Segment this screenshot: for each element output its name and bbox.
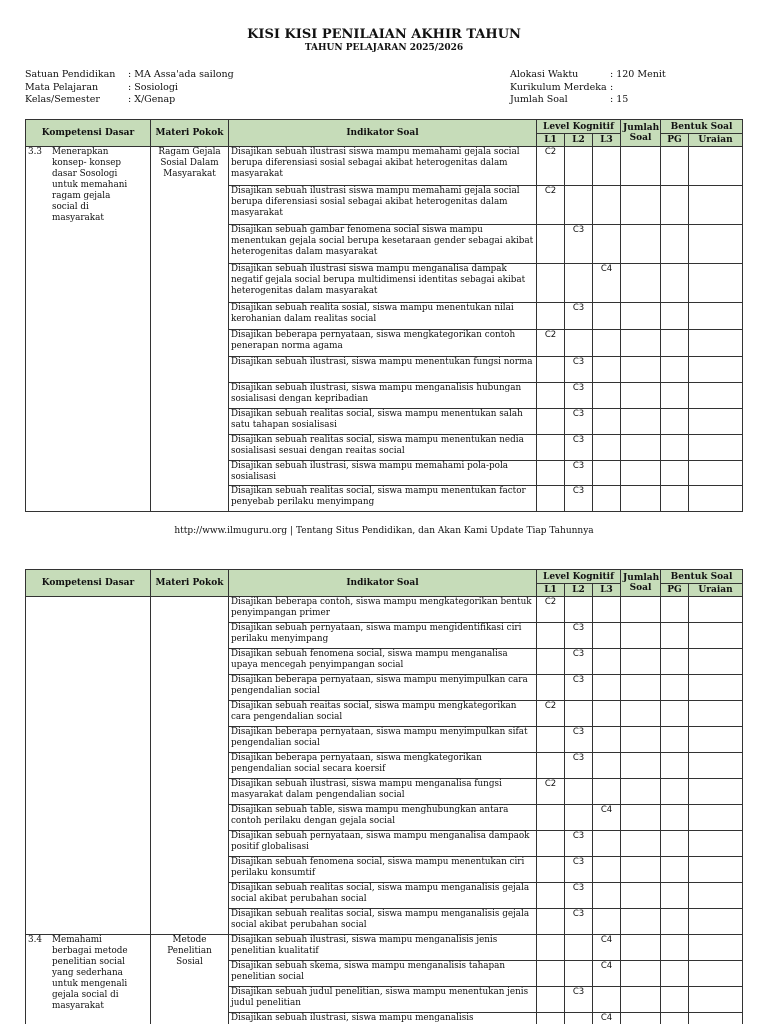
level-l1-cell	[537, 486, 565, 512]
meta-key: Satuan Pendidikan	[25, 69, 116, 80]
jumlah-cell	[621, 883, 661, 909]
level-l3-cell	[593, 383, 621, 409]
indikator-cell: Disajikan sebuah ilustrasi, siswa mampu menganalisis jenis penelitian kualitatif	[229, 935, 537, 961]
meta-value: : Sosiologi	[128, 81, 178, 93]
indikator-cell: Disajikan sebuah table, siswa mampu menghubungkan antara contoh perilaku dengan gejala social	[229, 805, 537, 831]
table-row	[26, 935, 743, 961]
meta-left	[25, 69, 234, 107]
indikator-cell: Disajikan sebuah ilustrasi, siswa mampu menganalisa fungsi masyarakat dalam pengendalian social	[229, 779, 537, 805]
kisi-table-1	[25, 119, 743, 512]
header-uraian: Uraian	[689, 584, 743, 597]
level-l2-cell: C3	[565, 883, 593, 909]
indikator-cell: Disajikan beberapa pernyataan, siswa mengkategorikan contoh penerapan norma agama	[229, 330, 537, 357]
level-l1-cell	[537, 303, 565, 330]
uraian-cell	[689, 597, 743, 623]
meta-row	[25, 94, 234, 107]
level-l1-cell	[537, 435, 565, 461]
indikator-cell: Disajikan sebuah realitas social, siswa mampu menentukan salah satu tahapan sosialisasi	[229, 409, 537, 435]
uraian-cell	[689, 675, 743, 701]
jumlah-cell	[621, 909, 661, 935]
uraian-cell	[689, 303, 743, 330]
jumlah-cell	[621, 961, 661, 987]
level-l2-cell	[565, 935, 593, 961]
jumlah-cell	[621, 675, 661, 701]
level-l2-cell: C3	[565, 303, 593, 330]
indikator-cell: Disajikan beberapa pernyataan, siswa mampu menyimpulkan sifat pengendalian social	[229, 727, 537, 753]
level-l1-cell	[537, 357, 565, 383]
indikator-cell: Disajikan sebuah ilustrasi, siswa mampu menentukan fungsi norma	[229, 357, 537, 383]
uraian-cell	[689, 264, 743, 303]
header-l2: L2	[565, 134, 593, 147]
uraian-cell	[689, 727, 743, 753]
level-l2-cell	[565, 961, 593, 987]
level-l3-cell	[593, 186, 621, 225]
jumlah-cell	[621, 857, 661, 883]
level-l1-cell	[537, 264, 565, 303]
level-l2-cell	[565, 701, 593, 727]
level-l1-cell: C2	[537, 779, 565, 805]
pg-cell	[661, 1013, 689, 1024]
header-jumlah: Jumlah Soal	[621, 120, 661, 147]
jumlah-cell	[621, 303, 661, 330]
kompetensi-dasar-cell	[26, 597, 151, 935]
meta-row	[510, 82, 666, 95]
jumlah-cell	[621, 383, 661, 409]
pg-cell	[661, 883, 689, 909]
level-l3-cell: C4	[593, 264, 621, 303]
level-l2-cell: C3	[565, 383, 593, 409]
uraian-cell	[689, 805, 743, 831]
meta-value: : 120 Menit	[610, 69, 666, 80]
level-l1-cell: C2	[537, 330, 565, 357]
header-kompetensi: Kompetensi Dasar	[26, 570, 151, 597]
level-l2-cell	[565, 330, 593, 357]
level-l2-cell: C3	[565, 225, 593, 264]
meta-value: : MA Assa'ada sailong	[128, 69, 234, 80]
level-l3-cell	[593, 147, 621, 186]
level-l3-cell: C4	[593, 1013, 621, 1024]
indikator-cell: Disajikan sebuah gambar fenomena social siswa mampu menentukan gejala social berupa kesetaraan gender sebagai akibat heterogenitas dalam masyarakat	[229, 225, 537, 264]
jumlah-cell	[621, 779, 661, 805]
header-indikator: Indikator Soal	[229, 120, 537, 147]
jumlah-cell	[621, 435, 661, 461]
uraian-cell	[689, 987, 743, 1013]
level-l1-cell: C2	[537, 597, 565, 623]
level-l2-cell: C3	[565, 357, 593, 383]
indikator-cell: Disajikan sebuah fenomena social, siswa mampu menganalisa upaya mencegah penyimpangan social	[229, 649, 537, 675]
jumlah-cell	[621, 649, 661, 675]
level-l3-cell: C4	[593, 805, 621, 831]
level-l2-cell: C3	[565, 909, 593, 935]
level-l3-cell	[593, 461, 621, 486]
kd-number: 3.3	[28, 147, 42, 157]
pg-cell	[661, 649, 689, 675]
kompetensi-dasar-cell	[26, 147, 151, 512]
jumlah-cell	[621, 623, 661, 649]
level-l1-cell	[537, 935, 565, 961]
header-kompetensi: Kompetensi Dasar	[26, 120, 151, 147]
pg-cell	[661, 147, 689, 186]
indikator-cell: Disajikan sebuah skema, siswa mampu menganalisis tahapan penelitian social	[229, 961, 537, 987]
indikator-cell: Disajikan sebuah ilustrasi siswa mampu memahami gejala social berupa diferensiasi sosial sebagai akibat heterogenitas dalam masyarakat	[229, 186, 537, 225]
level-l2-cell	[565, 779, 593, 805]
meta-value: : X/Genap	[128, 94, 176, 105]
uraian-cell	[689, 186, 743, 225]
uraian-cell	[689, 486, 743, 512]
level-l1-cell	[537, 883, 565, 909]
level-l2-cell	[565, 597, 593, 623]
level-l2-cell: C3	[565, 753, 593, 779]
pg-cell	[661, 961, 689, 987]
level-l1-cell	[537, 831, 565, 857]
pg-cell	[661, 330, 689, 357]
kompetensi-dasar-cell	[26, 935, 151, 1024]
uraian-cell	[689, 649, 743, 675]
pg-cell	[661, 753, 689, 779]
pg-cell	[661, 357, 689, 383]
level-l1-cell	[537, 987, 565, 1013]
indikator-cell: Disajikan beberapa pernyataan, siswa mampu menyimpulkan cara pengendalian social	[229, 675, 537, 701]
pg-cell	[661, 461, 689, 486]
kd-text: Memahami berbagai metode penelitian social yang sederhana untuk mengenali gejala social di masyarakat	[52, 935, 128, 1011]
pg-cell	[661, 264, 689, 303]
level-l3-cell	[593, 649, 621, 675]
kisi-table-2	[25, 569, 743, 1024]
header-level: Level Kognitif	[537, 570, 621, 584]
uraian-cell	[689, 461, 743, 486]
indikator-cell: Disajikan sebuah ilustrasi siswa mampu memahami gejala social berupa diferensiasi sosial sebagai akibat heterogenitas dalam masyarakat	[229, 147, 537, 186]
indikator-cell: Disajikan beberapa pernyataan, siswa mengkategorikan pengendalian social secara koersif	[229, 753, 537, 779]
level-l1-cell	[537, 623, 565, 649]
jumlah-cell	[621, 701, 661, 727]
jumlah-cell	[621, 486, 661, 512]
level-l1-cell	[537, 909, 565, 935]
uraian-cell	[689, 623, 743, 649]
indikator-cell: Disajikan sebuah realitas social, siswa mampu menentukan factor penyebab perilaku menyimpang	[229, 486, 537, 512]
level-l2-cell: C3	[565, 409, 593, 435]
level-l3-cell	[593, 675, 621, 701]
document-subtitle: TAHUN PELAJARAN 2025/2026	[304, 43, 464, 53]
jumlah-cell	[621, 935, 661, 961]
level-l3-cell	[593, 409, 621, 435]
level-l3-cell	[593, 330, 621, 357]
meta-key: Kelas/Semester	[25, 94, 100, 105]
indikator-cell: Disajikan sebuah realitas social, siswa mampu menganalisis gejala social akibat perubahan social	[229, 909, 537, 935]
header-uraian: Uraian	[689, 134, 743, 147]
indikator-cell: Disajikan sebuah ilustrasi, siswa mampu menganalisis hubungan sosialisasi dengan kepribadian	[229, 383, 537, 409]
uraian-cell	[689, 409, 743, 435]
level-l2-cell	[565, 1013, 593, 1024]
level-l3-cell	[593, 883, 621, 909]
indikator-cell: Disajikan sebuah pernyataan, siswa mampu mengidentifikasi ciri perilaku menyimpang	[229, 623, 537, 649]
level-l3-cell	[593, 597, 621, 623]
indikator-cell: Disajikan sebuah ilustrasi, siswa mampu memahami pola-pola sosialisasi	[229, 461, 537, 486]
pg-cell	[661, 987, 689, 1013]
level-l1-cell: C2	[537, 147, 565, 186]
jumlah-cell	[621, 753, 661, 779]
level-l3-cell	[593, 831, 621, 857]
uraian-cell	[689, 935, 743, 961]
meta-key: Jumlah Soal	[510, 94, 568, 105]
pg-cell	[661, 597, 689, 623]
kd-text: Menerapkan konsep- konsep dasar Sosologi untuk memahani ragam gejala social di masyarakat	[52, 147, 128, 223]
level-l1-cell	[537, 675, 565, 701]
pg-cell	[661, 831, 689, 857]
level-l1-cell	[537, 649, 565, 675]
level-l2-cell	[565, 147, 593, 186]
pg-cell	[661, 779, 689, 805]
meta-row	[25, 82, 234, 95]
level-l3-cell	[593, 701, 621, 727]
pg-cell	[661, 186, 689, 225]
jumlah-cell	[621, 330, 661, 357]
jumlah-cell	[621, 186, 661, 225]
indikator-cell: Disajikan sebuah realitas social, siswa mampu menganalisis gejala social akibat perubahan social	[229, 883, 537, 909]
header-materi: Materi Pokok	[151, 120, 229, 147]
level-l1-cell	[537, 727, 565, 753]
jumlah-cell	[621, 264, 661, 303]
header-pg: PG	[661, 134, 689, 147]
header-bentuk: Bentuk Soal	[661, 570, 743, 584]
level-l2-cell: C3	[565, 857, 593, 883]
indikator-cell: Disajikan sebuah realitas social, siswa mampu menentukan nedia sosialisasi sesuai dengan reaitas social	[229, 435, 537, 461]
level-l1-cell	[537, 857, 565, 883]
header-l2: L2	[565, 584, 593, 597]
level-l3-cell	[593, 909, 621, 935]
indikator-cell: Disajikan sebuah reaitas social, siswa mampu mengkategorikan cara pengendalian social	[229, 701, 537, 727]
uraian-cell	[689, 147, 743, 186]
level-l2-cell: C3	[565, 623, 593, 649]
level-l3-cell	[593, 727, 621, 753]
uraian-cell	[689, 883, 743, 909]
document-title: KISI KISI PENILAIAN AKHIR TAHUN	[247, 27, 521, 42]
header-pg: PG	[661, 584, 689, 597]
header-jumlah: Jumlah Soal	[621, 570, 661, 597]
level-l1-cell	[537, 961, 565, 987]
indikator-cell: Disajikan sebuah ilustrasi siswa mampu menganalisa dampak negatif gejala social berupa multidimensi identitas sebagai akibat heterogenitas dalam masyarakat	[229, 264, 537, 303]
jumlah-cell	[621, 1013, 661, 1024]
uraian-cell	[689, 857, 743, 883]
jumlah-cell	[621, 461, 661, 486]
uraian-cell	[689, 1013, 743, 1024]
header-indikator: Indikator Soal	[229, 570, 537, 597]
jumlah-cell	[621, 357, 661, 383]
pg-cell	[661, 623, 689, 649]
level-l3-cell	[593, 857, 621, 883]
level-l2-cell	[565, 186, 593, 225]
indikator-cell: Disajikan sebuah realita sosial, siswa mampu menentukan nilai kerohanian dalam realitas social	[229, 303, 537, 330]
meta-value: :	[610, 81, 614, 93]
table-row	[26, 597, 743, 623]
level-l1-cell: C2	[537, 701, 565, 727]
uraian-cell	[689, 961, 743, 987]
pg-cell	[661, 225, 689, 264]
indikator-cell: Disajikan sebuah pernyataan, siswa mampu menganalisa dampaok positif globalisasi	[229, 831, 537, 857]
level-l3-cell	[593, 623, 621, 649]
level-l2-cell: C3	[565, 461, 593, 486]
level-l1-cell	[537, 225, 565, 264]
table-row	[26, 147, 743, 186]
jumlah-cell	[621, 805, 661, 831]
indikator-cell: Disajikan sebuah fenomena social, siswa mampu menentukan ciri perilaku konsumtif	[229, 857, 537, 883]
level-l3-cell: C4	[593, 935, 621, 961]
uraian-cell	[689, 831, 743, 857]
level-l2-cell: C3	[565, 987, 593, 1013]
level-l1-cell	[537, 383, 565, 409]
page-footer: http://www.ilmuguru.org | Tentang Situs Pendidikan, dan Akan Kami Update Tiap Tahunnya	[174, 526, 594, 536]
meta-value: : 15	[610, 94, 629, 105]
header-bentuk: Bentuk Soal	[661, 120, 743, 134]
materi-pokok-cell: Ragam Gejala Sosial Dalam Masyarakat	[151, 147, 229, 512]
jumlah-cell	[621, 831, 661, 857]
pg-cell	[661, 435, 689, 461]
level-l1-cell	[537, 753, 565, 779]
meta-right	[510, 69, 666, 107]
uraian-cell	[689, 701, 743, 727]
pg-cell	[661, 701, 689, 727]
jumlah-cell	[621, 409, 661, 435]
uraian-cell	[689, 909, 743, 935]
level-l3-cell	[593, 435, 621, 461]
meta-key: Mata Pelajaran	[25, 81, 99, 93]
uraian-cell	[689, 753, 743, 779]
pg-cell	[661, 486, 689, 512]
pg-cell	[661, 409, 689, 435]
jumlah-cell	[621, 225, 661, 264]
uraian-cell	[689, 357, 743, 383]
level-l3-cell	[593, 357, 621, 383]
level-l1-cell: C2	[537, 186, 565, 225]
level-l1-cell	[537, 1013, 565, 1024]
meta-row	[25, 69, 234, 82]
pg-cell	[661, 303, 689, 330]
uraian-cell	[689, 330, 743, 357]
level-l2-cell	[565, 264, 593, 303]
level-l3-cell	[593, 753, 621, 779]
meta-row	[510, 69, 666, 82]
header-materi: Materi Pokok	[151, 570, 229, 597]
pg-cell	[661, 805, 689, 831]
jumlah-cell	[621, 987, 661, 1013]
materi-pokok-cell	[151, 597, 229, 935]
level-l3-cell	[593, 303, 621, 330]
pg-cell	[661, 935, 689, 961]
level-l2-cell: C3	[565, 727, 593, 753]
level-l3-cell	[593, 987, 621, 1013]
uraian-cell	[689, 383, 743, 409]
pg-cell	[661, 727, 689, 753]
header-l1: L1	[537, 134, 565, 147]
level-l2-cell: C3	[565, 435, 593, 461]
level-l2-cell: C3	[565, 649, 593, 675]
indikator-cell: Disajikan beberapa contoh, siswa mampu mengkategorikan bentuk penyimpangan primer	[229, 597, 537, 623]
level-l3-cell	[593, 225, 621, 264]
indikator-cell: Disajikan sebuah ilustrasi, siswa mampu menganalisis	[229, 1013, 537, 1024]
uraian-cell	[689, 225, 743, 264]
level-l1-cell	[537, 409, 565, 435]
materi-pokok-cell: Metode Penelitian Sosial	[151, 935, 229, 1024]
level-l2-cell: C3	[565, 486, 593, 512]
level-l1-cell	[537, 805, 565, 831]
level-l3-cell	[593, 779, 621, 805]
pg-cell	[661, 857, 689, 883]
meta-row	[510, 94, 666, 107]
meta-key: Kurikulum Merdeka	[510, 81, 607, 93]
level-l2-cell: C3	[565, 675, 593, 701]
level-l2-cell: C3	[565, 831, 593, 857]
level-l3-cell	[593, 486, 621, 512]
jumlah-cell	[621, 147, 661, 186]
header-l3: L3	[593, 134, 621, 147]
header-l1: L1	[537, 584, 565, 597]
jumlah-cell	[621, 597, 661, 623]
level-l2-cell	[565, 805, 593, 831]
level-l3-cell: C4	[593, 961, 621, 987]
header-l3: L3	[593, 584, 621, 597]
uraian-cell	[689, 435, 743, 461]
pg-cell	[661, 909, 689, 935]
header-level: Level Kognitif	[537, 120, 621, 134]
indikator-cell: Disajikan sebuah judul penelitian, siswa mampu menentukan jenis judul penelitian	[229, 987, 537, 1013]
pg-cell	[661, 383, 689, 409]
level-l1-cell	[537, 461, 565, 486]
uraian-cell	[689, 779, 743, 805]
pg-cell	[661, 675, 689, 701]
meta-key: Alokasi Waktu	[510, 69, 579, 80]
kd-number: 3.4	[28, 935, 42, 945]
jumlah-cell	[621, 727, 661, 753]
